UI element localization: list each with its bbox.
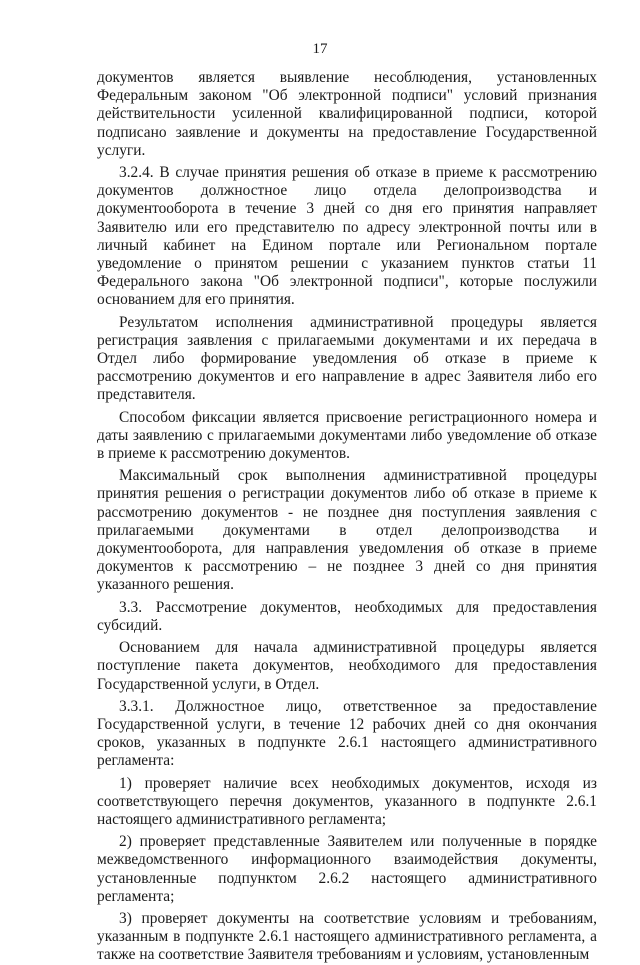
paragraph-max-term: Максимальный срок выполнения административной процедуры принятия решения о регистрации документов либо об отказе в приеме к рассмотрению документов - не позднее дня поступления заявления с прилагаемыми документами в отдел делопроизводства и документооборота, для направления уведомления об отказе в приеме документов к рассмотрению – не позднее 3 дней со дня принятия указанного решения. [97,467,597,594]
list-item-3: 3) проверяет документы на соответствие условиям и требованиям, указанным в подпункте 2.6.1 настоящего административного регламента, а также на соответствие Заявителя требованиям и условиям, установленным [97,909,597,964]
paragraph-fixation-method: Способом фиксации является присвоение регистрационного номера и даты заявлению с прилагаемыми документами либо уведомление об отказе в приеме к рассмотрению документов. [97,408,597,463]
list-item-1: 1) проверяет наличие всех необходимых документов, исходя из соответствующего перечня документов, указанного в подпункте 2.6.1 настоящего административного регламента; [97,774,597,828]
list-item-2: 2) проверяет представленные Заявителем или полученные в порядке межведомственного информационного взаимодействия документы, установленные подпунктом 2.6.2 настоящего административного регламента; [97,833,597,905]
section-heading-3-3: 3.3. Рассмотрение документов, необходимых для предоставления субсидий. [97,598,597,634]
paragraph-3-3-1: 3.3.1. Должностное лицо, ответственное за предоставление Государственной услуги, в течение 12 рабочих дней со дня окончания сроков, указанных в подпункте 2.6.1 настоящего административного регламента: [97,697,597,770]
paragraph-result: Результатом исполнения административной процедуры является регистрация заявления с прилагаемыми документами и их передача в Отдел либо формирование уведомления об отказе в приеме к рассмотрению документов и его направление в адрес Заявителя либо его представителя. [97,313,597,404]
paragraph-continuation: документов является выявление несоблюдения, установленных Федеральным законом "Об электронной подписи" условий признания действительности усиленной квалифицированной подписи, которой подписано заявление и документы на предоставление Государственной услуги. [97,69,597,159]
page-number: 17 [312,41,328,57]
document-body [97,69,597,965]
paragraph-3-2-4: 3.2.4. В случае принятия решения об отказе в приеме к рассмотрению документов должностное лицо отдела делопроизводства и документооборота в течение 3 дней со дня его принятия направляет Заявителю или его представителю по адресу электронной почты или в личный кабинет на Едином портале или Региональном портале уведомление о принятом решении с указанием пунктов статьи 11 Федерального закона "Об электронной подписи", которые послужили основанием для его принятия. [97,164,597,309]
paragraph-basis: Основанием для начала административной процедуры является поступление пакета документов, необходимого для предоставления Государственной услуги, в Отдел. [97,639,597,693]
